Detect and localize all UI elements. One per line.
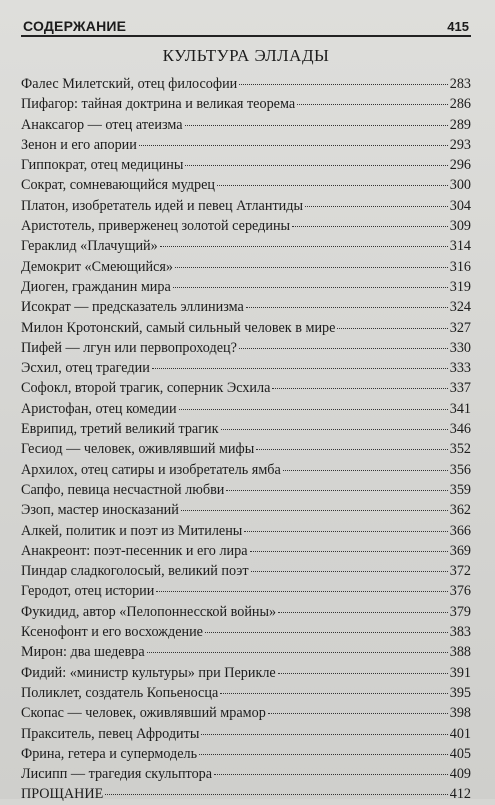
toc-entry-title: Сократ, сомневающийся мудрец [21, 177, 215, 194]
toc-entry-title: Алкей, политик и поэт из Митилены [21, 522, 243, 539]
toc-entry[interactable] [21, 784, 471, 804]
toc-entry[interactable] [21, 703, 471, 723]
toc-entry-page: 412 [449, 786, 471, 803]
toc-entry-page: 296 [449, 157, 471, 174]
dot-leader [246, 306, 448, 308]
dot-leader [179, 408, 448, 410]
toc-entry-page: 304 [449, 197, 471, 214]
toc-entry-page: 359 [449, 481, 471, 498]
running-header-title: СОДЕРЖАНИЕ [23, 18, 127, 34]
dot-leader [251, 570, 448, 572]
toc-entry[interactable] [21, 642, 471, 662]
toc-entry[interactable] [21, 277, 471, 297]
toc-entry-title: Пифагор: тайная доктрина и великая теорема [21, 96, 296, 113]
toc-entry-title: Аристофан, отец комедии [21, 400, 177, 417]
toc-entry[interactable] [21, 541, 471, 561]
toc-entry-title: Эзоп, мастер иносказаний [21, 502, 179, 519]
toc-entry-title: Фукидид, автор «Пелопоннесской войны» [21, 603, 277, 620]
dot-leader [105, 793, 447, 795]
toc-entry-page: 352 [449, 441, 471, 458]
toc-entry[interactable] [21, 622, 471, 642]
toc-entry-page: 341 [449, 400, 471, 417]
dot-leader [181, 509, 448, 511]
dot-leader [337, 327, 447, 329]
toc-entry-page: 316 [449, 258, 471, 275]
toc-entry-page: 401 [449, 725, 471, 742]
dot-leader [173, 286, 448, 288]
toc-entry[interactable] [21, 155, 471, 175]
toc-entry-page: 356 [449, 461, 471, 478]
toc-entry[interactable] [21, 297, 471, 317]
toc-entry[interactable] [21, 724, 471, 744]
toc-entry[interactable] [21, 236, 471, 256]
toc-entry-title: Фрина, гетера и супермодель [21, 745, 198, 762]
toc-entry-page: 383 [449, 624, 471, 641]
toc-entry-title: Пракситель, певец Афродиты [21, 725, 200, 742]
toc-entry-title: Фалес Милетский, отец философии [21, 76, 238, 92]
toc-entry[interactable] [21, 257, 471, 277]
toc-entry-page: 333 [449, 360, 471, 377]
toc-entry[interactable] [21, 175, 471, 195]
toc-entry-page: 330 [449, 339, 471, 356]
toc-entry-title: Анакреонт: поэт-песенник и его лира [21, 542, 248, 559]
toc-entry-page: 376 [449, 583, 471, 600]
page-number: 415 [447, 19, 469, 34]
dot-leader [250, 550, 448, 552]
toc-entry-page: 405 [449, 745, 471, 762]
toc-entry[interactable] [21, 419, 471, 439]
toc-entry-page: 283 [449, 76, 471, 92]
toc-entry-title: Аристотель, приверженец золотой середины [21, 218, 291, 235]
dot-leader [244, 530, 447, 532]
toc-entry-title: ПРОЩАНИЕ [21, 786, 104, 803]
toc-entry-title: Сапфо, певица несчастной любви [21, 481, 225, 498]
toc-entry-title: Демокрит «Смеющийся» [21, 258, 174, 275]
dot-leader [278, 672, 448, 674]
toc-entry[interactable] [21, 521, 471, 541]
toc-entry-title: Поликлет, создатель Копьеносца [21, 684, 219, 701]
toc-entry[interactable] [21, 358, 471, 378]
toc-entry[interactable] [21, 561, 471, 581]
toc-entry[interactable] [21, 663, 471, 683]
dot-leader [220, 692, 447, 694]
dot-leader [268, 712, 448, 714]
toc-entry-title: Скопас — человек, оживлявший мрамор [21, 705, 266, 722]
toc-entry-title: Эсхил, отец трагедии [21, 360, 150, 377]
toc-entry[interactable] [21, 115, 471, 135]
dot-leader [147, 651, 448, 653]
dot-leader [175, 266, 448, 268]
toc-entry[interactable] [21, 480, 471, 500]
running-header [21, 12, 471, 37]
toc-entry[interactable] [21, 94, 471, 114]
dot-leader [292, 225, 448, 227]
toc-entry[interactable] [21, 74, 471, 94]
toc-entry-page: 398 [449, 705, 471, 722]
toc-entry-page: 286 [449, 96, 471, 113]
section-title: КУЛЬТУРА ЭЛЛАДЫ [162, 46, 330, 65]
toc-entry-page: 327 [449, 319, 471, 336]
toc-entry-page: 395 [449, 684, 471, 701]
toc-entry-title: Еврипид, третий великий трагик [21, 421, 219, 438]
toc-entry[interactable] [21, 399, 471, 419]
dot-leader [185, 164, 447, 166]
dot-leader [217, 184, 448, 186]
dot-leader [239, 347, 448, 349]
toc-entry-page: 300 [449, 177, 471, 194]
toc-entry-page: 319 [449, 278, 471, 295]
toc-entry[interactable] [21, 378, 471, 398]
toc-entry-page: 388 [449, 644, 471, 661]
toc-entry[interactable] [21, 196, 471, 216]
toc-entry-title: Геродот, отец истории [21, 583, 155, 600]
toc-entry[interactable] [21, 764, 471, 784]
toc-entry-title: Ксенофонт и его восхождение [21, 624, 203, 641]
toc-entry-title: Фидий: «министр культуры» при Перикле [21, 664, 276, 681]
dot-leader [297, 103, 448, 105]
toc-entry-title: Платон, изобретатель идей и певец Атлантиды [21, 197, 303, 214]
toc-entry-page: 324 [449, 299, 471, 316]
dot-leader [256, 448, 447, 450]
dot-leader [283, 469, 448, 471]
table-of-contents [21, 74, 471, 805]
toc-entry[interactable] [21, 439, 471, 459]
dot-leader [272, 387, 447, 389]
toc-entry-title: Пиндар сладкоголосый, великий поэт [21, 563, 249, 580]
toc-entry-page: 309 [449, 218, 471, 235]
toc-entry-page: 379 [449, 603, 471, 620]
toc-entry-title: Исократ — предсказатель эллинизма [21, 299, 244, 316]
dot-leader [201, 733, 447, 735]
dot-leader [305, 205, 448, 207]
toc-entry[interactable] [21, 216, 471, 236]
dot-leader [185, 124, 448, 126]
toc-entry-title: Гераклид «Плачущий» [21, 238, 158, 255]
dot-leader [199, 753, 448, 755]
toc-entry[interactable] [21, 500, 471, 520]
toc-entry-title: Архилох, отец сатиры и изобретатель ямба [21, 461, 281, 478]
toc-entry[interactable] [21, 135, 471, 155]
toc-entry[interactable] [21, 744, 471, 764]
toc-entry[interactable] [21, 338, 471, 358]
dot-leader [160, 245, 448, 247]
toc-entry-title: Пифей — лгун или первопроходец? [21, 339, 237, 356]
toc-entry[interactable] [21, 318, 471, 338]
toc-entry[interactable] [21, 602, 471, 622]
toc-entry-title: Софокл, второй трагик, соперник Эсхила [21, 380, 271, 397]
toc-entry-page: 346 [449, 421, 471, 438]
toc-entry-title: Мирон: два шедевра [21, 644, 145, 661]
toc-entry[interactable] [21, 460, 471, 480]
dot-leader [239, 83, 447, 85]
toc-entry-title: Гесиод — человек, оживлявший мифы [21, 441, 255, 458]
toc-entry-page: 293 [449, 136, 471, 153]
toc-entry[interactable] [21, 683, 471, 703]
toc-entry-page: 337 [449, 380, 471, 397]
dot-leader [205, 631, 448, 633]
dot-leader [139, 144, 448, 146]
toc-entry-page: 289 [449, 116, 471, 133]
toc-entry-page: 372 [449, 563, 471, 580]
toc-entry-page: 362 [449, 502, 471, 519]
dot-leader [152, 367, 448, 369]
toc-entry-page: 391 [449, 664, 471, 681]
dot-leader [156, 590, 447, 592]
toc-entry-page: 366 [449, 522, 471, 539]
toc-entry-page: 369 [449, 542, 471, 559]
toc-entry[interactable] [21, 581, 471, 601]
toc-entry-page: 409 [449, 766, 471, 783]
dot-leader [278, 611, 448, 613]
toc-entry-title: Зенон и его апории [21, 136, 137, 153]
dot-leader [214, 773, 448, 775]
dot-leader [221, 428, 448, 430]
toc-entry-title: Милон Кротонский, самый сильный человек в мире [21, 319, 336, 336]
toc-entry-title: Лисипп — трагедия скульптора [21, 766, 213, 783]
toc-entry-title: Анаксагор — отец атеизма [21, 116, 183, 133]
dot-leader [226, 489, 447, 491]
toc-entry-page: 314 [449, 238, 471, 255]
toc-entry-title: Гиппократ, отец медицины [21, 157, 184, 174]
toc-entry-title: Диоген, гражданин мира [21, 278, 171, 295]
